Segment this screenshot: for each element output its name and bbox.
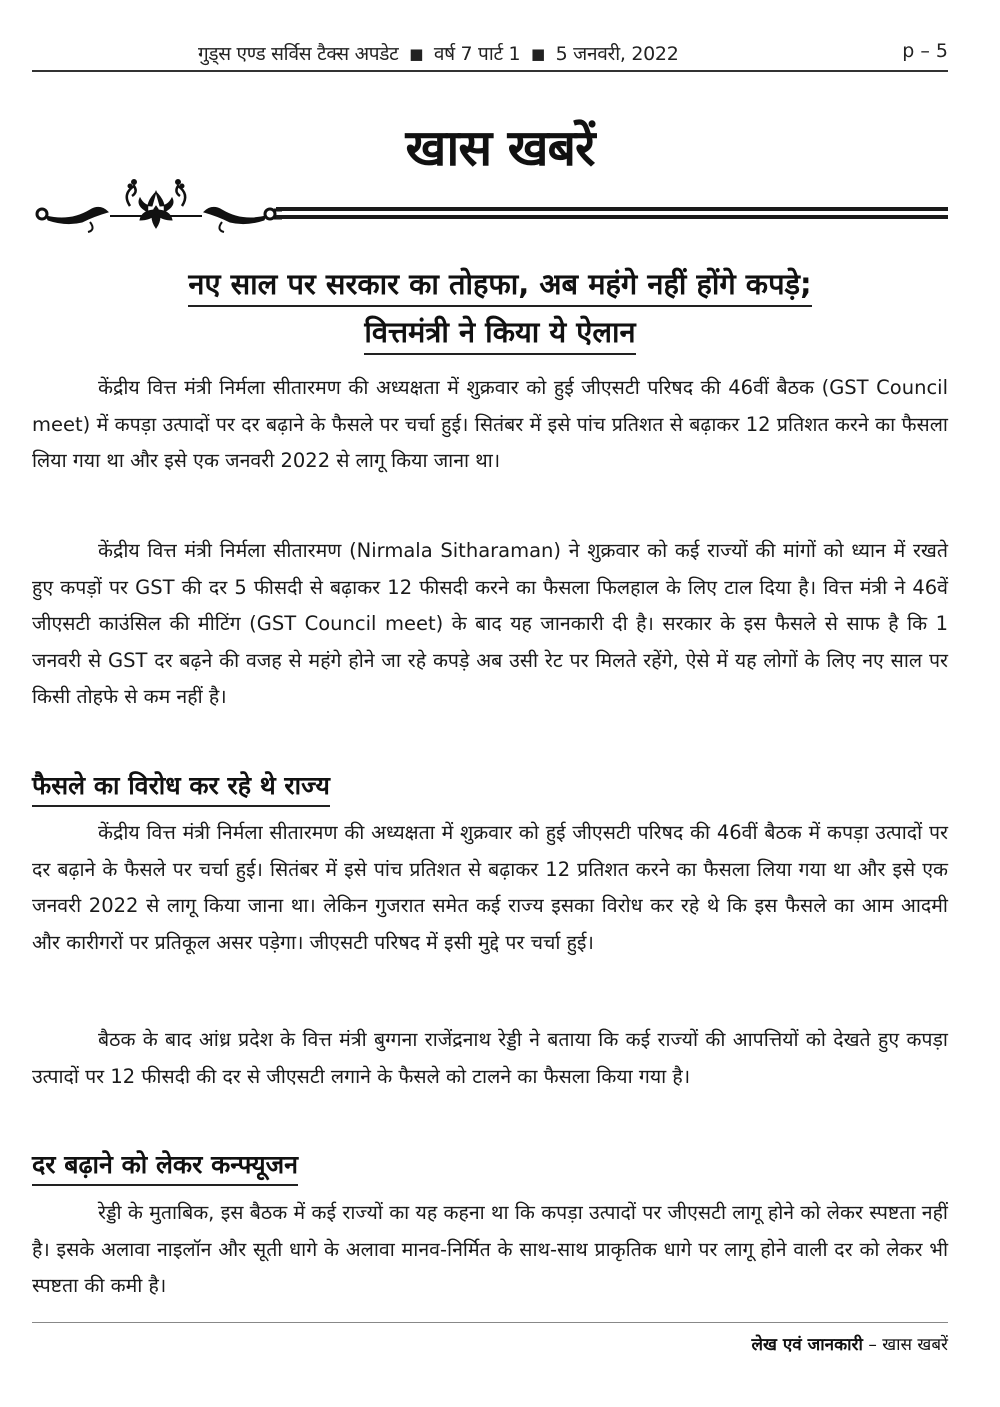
footer-section: खास खबरें [882, 1335, 948, 1355]
separator-square-icon: ■ [531, 45, 545, 63]
page-number: p – 5 [902, 40, 948, 62]
subsection-heading-text: फैसले का विरोध कर रहे थे राज्य [32, 768, 330, 807]
article-paragraph: बैठक के बाद आंध्र प्रदेश के वित्त मंत्री बुग्गना राजेंद्रनाथ रेड्डी ने बताया कि कई राज्यों की आपत्तियों को देखते हुए कपड़ा उत्पादों पर 12 फीसदी की दर से जीएसटी लगाने के फैसले को टालने का फैसला किया गया है। [32, 1028, 948, 1088]
article-headline-line1 [0, 264, 1000, 307]
issue-date: 5 जनवरी, 2022 [555, 43, 679, 65]
floral-divider-icon [30, 176, 282, 236]
headline-text: नए साल पर सरकार का तोहफा, अब महंगे नहीं होंगे कपड़े; [188, 264, 811, 307]
running-footer [752, 1332, 948, 1355]
footer-rule [32, 1322, 948, 1323]
subsection-heading [32, 768, 330, 807]
header-title [198, 40, 679, 66]
section-divider [276, 207, 948, 220]
article-headline-line2 [0, 312, 1000, 355]
section-title: खास खबरें [405, 119, 595, 177]
separator-square-icon: ■ [409, 45, 424, 63]
divider-line-bottom [276, 215, 948, 219]
article-paragraph: रेड्डी के मुताबिक, इस बैठक में कई राज्यों का यह कहना था कि कपड़ा उत्पादों पर जीएसटी लागू होने को लेकर स्पष्टता नहीं है। इसके अलावा नाइलॉन और सूती धागे के अलावा मानव-निर्मित के साथ-साथ प्राकृतिक धागे पर लागू होने वाली दर को लेकर भी स्पष्टता की कमी है। [32, 1201, 948, 1297]
subsection-heading [32, 1147, 298, 1186]
subsection-heading-text: दर बढ़ाने को लेकर कन्फ्यूजन [32, 1147, 298, 1186]
running-header [32, 36, 948, 72]
headline-text: वित्तमंत्री ने किया ये ऐलान [364, 312, 635, 355]
footer-dash: – [868, 1335, 877, 1355]
footer-category: लेख एवं जानकारी [751, 1335, 863, 1355]
volume-label: वर्ष 7 पार्ट 1 [433, 43, 521, 65]
article-paragraph: केंद्रीय वित्त मंत्री निर्मला सीतारमण की अध्यक्षता में शुक्रवार को हुई जीएसटी परिषद की 46वीं बैठक में कपड़ा उत्पादों पर दर बढ़ाने के फैसले पर चर्चा हुई। सितंबर में इसे पांच प्रतिशत से बढ़ाकर 12 प्रतिशत करने का फैसला लिया गया था और इसे एक जनवरी 2022 से लागू किया जाना था। लेकिन गुजरात समेत कई राज्य इसका विरोध कर रहे थे कि इस फैसले का आम आदमी और कारीगरों पर प्रतिकूल असर पड़ेगा। जीएसटी परिषद में इसी मुद्दे पर चर्चा हुई। [32, 821, 948, 954]
divider-line-top [276, 207, 948, 211]
article-paragraph: केंद्रीय वित्त मंत्री निर्मला सीतारमण (Nirmala Sitharaman) ने शुक्रवार को कई राज्यों की मांगों को ध्यान में रखते हुए कपड़ों पर GST की दर 5 फीसदी से बढ़ाकर 12 फीसदी करने का फैसला फिलहाल के लिए टाल दिया है। वित्त मंत्री ने 46वें जीएसटी काउंसिल की मीटिंग (GST Council meet) के बाद यह जानकारी दी है। सरकार के इस फैसले से साफ है कि 1 जनवरी से GST दर बढ़ने की वजह से महंगे होने जा रहे कपड़े अब उसी रेट पर मिलते रहेंगे, ऐसे में यह लोगों के लिए नए साल पर किसी तोहफे से कम नहीं है। [32, 539, 948, 708]
article-paragraph: केंद्रीय वित्त मंत्री निर्मला सीतारमण की अध्यक्षता में शुक्रवार को हुई जीएसटी परिषद की 46वीं बैठक (GST Council meet) में कपड़ा उत्पादों पर दर बढ़ाने के फैसले पर चर्चा हुई। सितंबर में इसे पांच प्रतिशत से बढ़ाकर 12 प्रतिशत करने का फैसला लिया गया था और इसे एक जनवरी 2022 से लागू किया जाना था। [32, 376, 948, 472]
publication-name: गुड्स एण्ड सर्विस टैक्स अपडेट [198, 43, 399, 65]
